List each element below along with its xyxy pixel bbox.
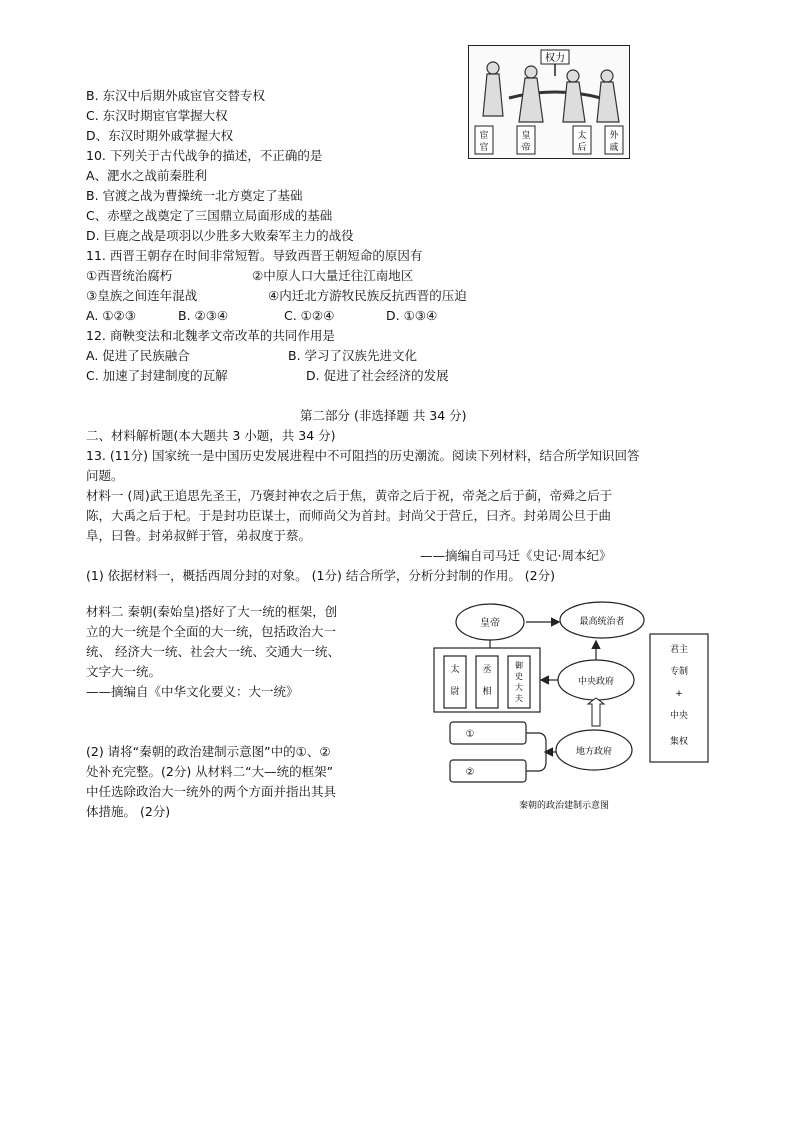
emperor-label: 皇帝 [480, 618, 500, 629]
material2-source: ——摘编自《中华文化要义：大一统》 [86, 684, 299, 699]
cartoon-label-consort: 外 [609, 131, 619, 141]
cartoon-label-empress: 太 [577, 131, 587, 141]
svg-text:戚: 戚 [609, 143, 619, 153]
q10-option-d: D. 巨鹿之战是项羽以少胜多大败秦军主力的战役 [86, 228, 354, 243]
q11-option-b: B. ②③④ [178, 308, 229, 323]
svg-text:丞: 丞 [482, 665, 492, 675]
q9-option-c: C. 东汉时期宦官掌握大权 [86, 108, 228, 123]
side-line-4: 中央 [669, 711, 689, 721]
q13-intro-line2: 问题。 [86, 468, 124, 483]
material1-line1: 材料一 (周)武王追思先圣王，乃褒封神农之后于焦，黄帝之后于祝，帝尧之后于蓟，帝舜之后于 [86, 488, 613, 503]
part2-title: 第二部分 (非选择题 共 34 分) [300, 408, 467, 423]
q11-item-3: ③皇族之间连年混战 [86, 288, 198, 303]
svg-text:后: 后 [577, 143, 587, 153]
q10-option-b: B. 官渡之战为曹操统一北方奠定了基础 [86, 188, 303, 203]
svg-text:官: 官 [479, 143, 489, 153]
cartoon-title: 权力 [545, 53, 565, 64]
taiwei-box [444, 656, 466, 708]
svg-text:尉: 尉 [450, 687, 460, 697]
q9-option-b: B. 东汉中后期外戚宦官交替专权 [86, 88, 266, 103]
central-government-label: 中央政府 [577, 677, 615, 687]
q10-option-a: A、淝水之战前秦胜利 [86, 168, 208, 183]
svg-text:相: 相 [482, 687, 492, 697]
side-line-2: 专制 [669, 667, 689, 677]
local-government-label: 地方政府 [575, 747, 613, 757]
svg-text:帝: 帝 [521, 143, 531, 153]
svg-text:太: 太 [450, 665, 460, 675]
material1-line3: 阜，曰鲁。封弟叔鲜于管，弟叔度于蔡。 [86, 528, 312, 543]
svg-text:①: ① [465, 729, 475, 740]
q13-subquestion-2-line2: 处补充完整。(2分) 从材料二“大—统的框架” [86, 764, 334, 779]
q11-stem: 11. 西晋王朝存在时间非常短暂。导致西晋王朝短命的原因有 [86, 248, 423, 263]
supreme-ruler-label: 最高统治者 [579, 617, 625, 627]
q13-subquestion-2-line3: 中任选除政治大一统外的两个方面并指出其具 [86, 784, 337, 799]
q12-option-c: C. 加速了封建制度的瓦解 [86, 368, 228, 383]
blank-box-1 [450, 722, 526, 744]
q12-option-d: D. 促进了社会经济的发展 [306, 368, 449, 383]
q10-option-c: C、赤壁之战奠定了三国鼎立局面形成的基础 [86, 208, 333, 223]
svg-text:御: 御 [515, 661, 523, 670]
side-line-1: 君主 [669, 645, 689, 655]
blank-box-2 [450, 760, 526, 782]
cartoon-label-eunuch: 宦 [479, 131, 489, 141]
material2-line2: 立的大一统是个全面的大一统，包括政治大一 [86, 624, 337, 639]
cartoon-label-emperor: 皇 [521, 131, 531, 141]
q13-subquestion-1: (1) 依据材料一，概括西周分封的对象。 (1分) 结合所学，分析分封制的作用。 (2分) [86, 568, 556, 583]
q11-option-a: A. ①②③ [86, 308, 136, 323]
q11-item-2: ②中原人口大量迁往江南地区 [252, 268, 414, 283]
q12-stem: 12. 商鞅变法和北魏孝文帝改革的共同作用是 [86, 328, 335, 343]
material2-line4: 文字大一统。 [86, 664, 162, 679]
material1-source: ——摘编自司马迁《史记·周本纪》 [420, 548, 612, 563]
q13-intro-line1: 13. (11分) 国家统一是中国历史发展进程中不可阻挡的历史潮流。阅读下列材料，结合所学知识回答 [86, 448, 640, 463]
material2-line3: 统、 经济大一统、社会大一统、交通大一统、 [86, 644, 340, 659]
q12-option-b: B. 学习了汉族先进文化 [288, 348, 418, 363]
q13-subquestion-2-line1: (2) 请将“秦朝的政治建制示意图”中的①、② [86, 744, 331, 759]
q10-stem: 10. 下列关于古代战争的描述，不正确的是 [86, 148, 323, 163]
q13-subquestion-2-line4: 体措施。 (2分) [86, 804, 171, 819]
q11-option-d: D. ①③④ [386, 308, 438, 323]
q9-option-d: D、东汉时期外戚掌握大权 [86, 128, 234, 143]
side-line-5: 集权 [669, 737, 689, 747]
svg-text:史: 史 [515, 672, 523, 681]
power-struggle-cartoon [468, 45, 630, 159]
q11-item-4: ④内迁北方游牧民族反抗西晋的压迫 [268, 288, 467, 303]
svg-text:②: ② [465, 767, 475, 778]
qin-political-diagram [430, 596, 720, 818]
material1-line2: 陈，大禹之后于杞。于是封功臣谋士，而师尚父为首封。封尚父于营丘，曰齐。封弟周公旦于曲 [86, 508, 612, 523]
part2-section: 二、材料解析题(本大题共 3 小题，共 34 分) [86, 428, 336, 443]
q11-item-1: ①西晋统治腐朽 [86, 268, 173, 283]
q12-option-a: A. 促进了民族融合 [86, 348, 190, 363]
svg-text:夫: 夫 [515, 694, 523, 703]
chengxiang-box [476, 656, 498, 708]
diagram-caption: 秦朝的政治建制示意图 [518, 801, 610, 811]
q11-option-c: C. ①②④ [284, 308, 335, 323]
side-line-3: + [675, 689, 683, 699]
svg-text:大: 大 [515, 683, 523, 692]
material2-line1: 材料二 秦朝(秦始皇)搭好了大一统的框架，创 [86, 604, 338, 619]
